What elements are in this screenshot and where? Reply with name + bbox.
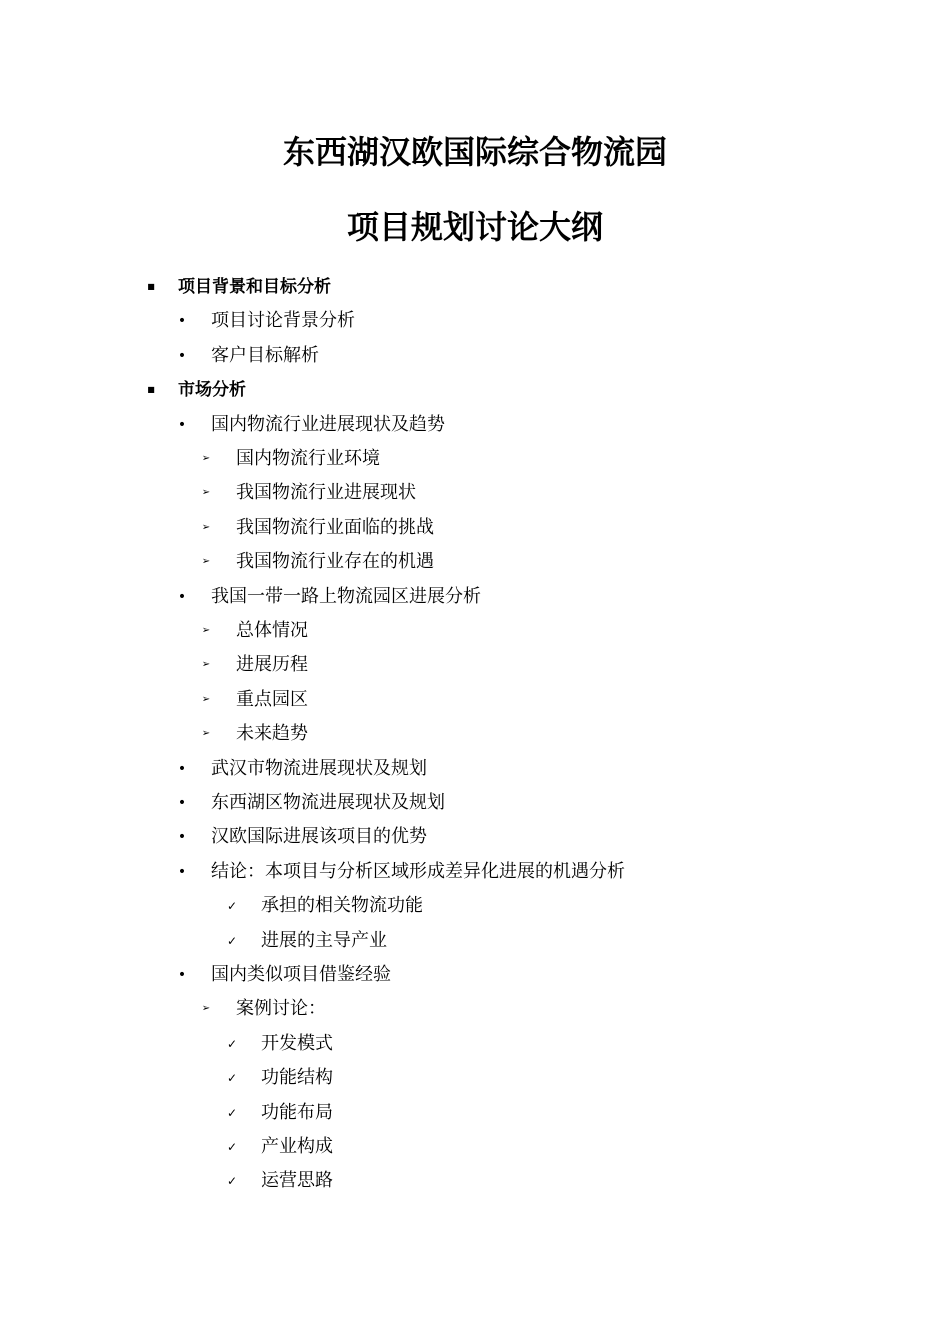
outline-item-level-2 [0,580,950,614]
outline-item-level-3 [0,717,950,751]
checkmark-bullet-icon: ✓ [226,1140,238,1154]
outline-item-text: 客户目标解析 [211,344,319,366]
dot-bullet-icon: • [177,313,187,330]
outline-item-level-4 [0,889,950,923]
outline-item-text: 产业构成 [261,1136,333,1157]
dot-bullet-icon: • [177,760,187,777]
outline-item-text: 功能布局 [261,1101,333,1123]
outline-item-text: 我国一带一路上物流园区进展分析 [211,585,481,607]
outline-item-text: 功能结构 [261,1067,333,1089]
checkmark-bullet-icon: ✓ [226,1036,238,1051]
checkmark-bullet-icon: ✓ [226,1105,238,1120]
dot-bullet-icon: • [177,795,187,811]
outline-item-text: 我国物流行业进展现状 [236,482,416,504]
outline-item-text: 我国物流行业面临的挑战 [236,516,434,538]
outline-item-level-3 [0,476,950,510]
outline-item-level-4 [0,924,950,958]
outline-item-text: 总体情况 [236,620,308,641]
outline-item-text: 市场分析 [178,380,246,401]
dot-bullet-icon: • [177,829,187,846]
outline-item-level-3 [0,683,950,717]
document-title-line-2: 项目规划讨论大纲 [346,208,603,246]
arrowhead-bullet-icon: ➢ [201,556,211,568]
arrowhead-bullet-icon: ➢ [201,625,211,636]
outline-item-level-1 [0,270,950,304]
document-title-line-1: 东西湖汉欧国际综合物流园 [282,133,667,171]
outline-item-text: 承担的相关物流功能 [261,895,423,917]
outline-item-text: 进展的主导产业 [261,929,387,951]
outline-item-text: 国内物流行业环境 [236,448,380,469]
outline-item-text: 未来趋势 [236,723,308,745]
checkmark-bullet-icon: ✓ [226,933,238,948]
outline-item-text: 武汉市物流进展现状及规划 [211,757,427,779]
square-bullet-icon: ■ [147,282,155,291]
outline-item-text: 案例讨论： [236,998,326,1020]
outline-item-level-4 [0,1164,950,1198]
checkmark-bullet-icon: ✓ [226,899,238,914]
outline-item-text: 国内类似项目借鉴经验 [211,964,391,985]
outline-item-level-4 [0,1130,950,1164]
outline-item-level-4 [0,1096,950,1130]
dot-bullet-icon: • [177,347,187,364]
dot-bullet-icon: • [177,588,187,605]
outline-item-level-3 [0,511,950,545]
outline-item-level-2 [0,339,950,373]
dot-bullet-icon: • [177,967,187,983]
outline-item-level-4 [0,1027,950,1061]
checkmark-bullet-icon: ✓ [226,1174,238,1189]
dot-bullet-icon: • [177,416,187,433]
outline-item-text: 我国物流行业存在的机遇 [236,551,434,573]
outline-item-text: 重点园区 [236,688,308,710]
outline-item-level-1 [0,373,950,407]
arrowhead-bullet-icon: ➢ [201,728,211,740]
outline-item-level-2 [0,958,950,992]
outline-item-level-2 [0,786,950,820]
checkmark-bullet-icon: ✓ [226,1071,238,1086]
outline-item-text: 运营思路 [261,1170,333,1192]
outline-item-level-2 [0,820,950,854]
outline-item-level-3 [0,442,950,476]
outline-item-text: 项目背景和目标分析 [178,277,331,297]
arrowhead-bullet-icon: ➢ [201,1003,211,1015]
outline-item-level-2 [0,855,950,889]
outline-item-level-2 [0,304,950,338]
arrowhead-bullet-icon: ➢ [201,453,211,464]
outline-item-level-4 [0,1061,950,1095]
dot-bullet-icon: • [177,863,187,880]
outline-item-text: 开发模式 [261,1032,333,1054]
arrowhead-bullet-icon: ➢ [201,659,211,671]
outline-item-text: 东西湖区物流进展现状及规划 [211,792,445,813]
outline-item-level-3 [0,614,950,648]
outline-item-level-3 [0,545,950,579]
outline-item-level-3 [0,992,950,1026]
outline-item-text: 项目讨论背景分析 [211,310,355,332]
outline-item-text: 汉欧国际进展该项目的优势 [211,826,427,848]
outline-item-text: 进展历程 [236,654,308,676]
outline-item-level-2 [0,408,950,442]
arrowhead-bullet-icon: ➢ [201,487,211,499]
arrowhead-bullet-icon: ➢ [201,521,211,533]
square-bullet-icon: ■ [147,385,155,395]
outline-item-text: 结论：本项目与分析区域形成差异化进展的机遇分析 [211,860,625,882]
outline-item-level-3 [0,648,950,682]
outline-item-text: 国内物流行业进展现状及趋势 [211,413,445,435]
outline-item-level-2 [0,752,950,786]
arrowhead-bullet-icon: ➢ [201,693,211,705]
